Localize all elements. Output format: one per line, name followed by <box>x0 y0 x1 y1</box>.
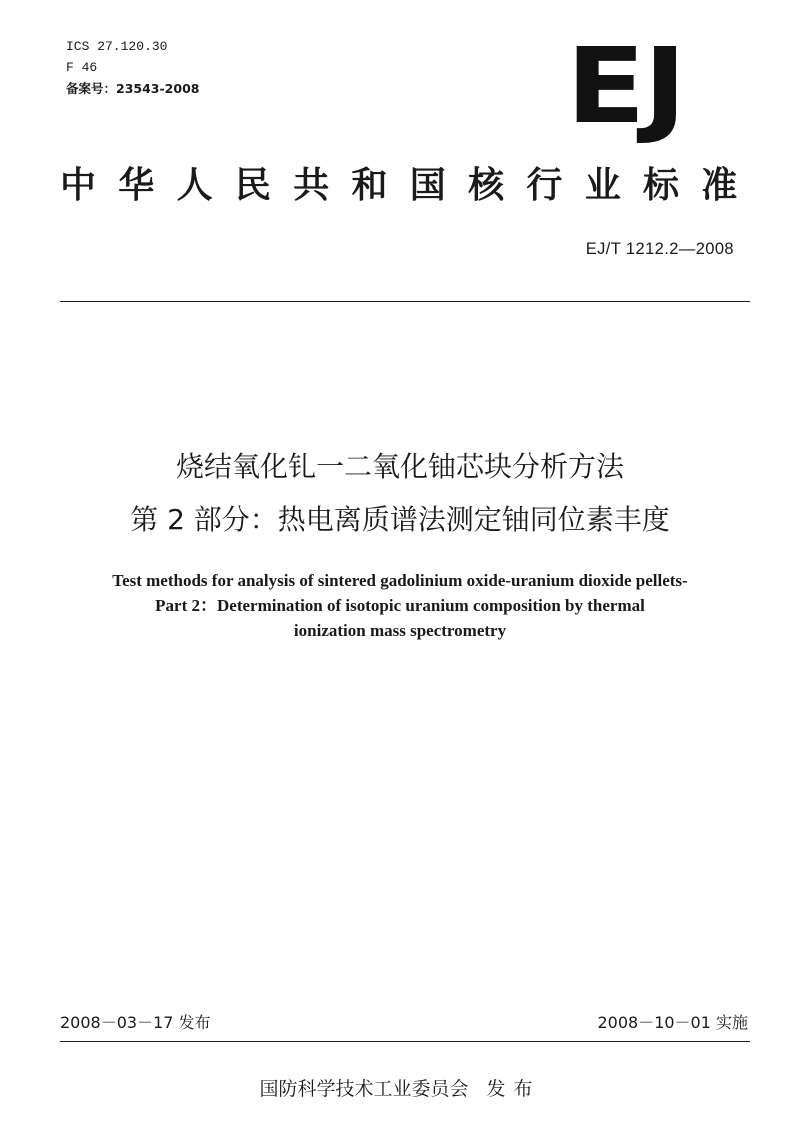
issue-date: 2008－03－17 发布 <box>60 1013 211 1032</box>
english-title-line-3: ionization mass spectrometry <box>293 621 507 640</box>
standard-logo: EJ <box>566 25 685 147</box>
chinese-title-line-1: 烧结氧化钆一二氧化铀芯块分析方法 <box>175 450 624 483</box>
publisher-action: 发布 <box>486 1078 541 1100</box>
bottom-divider <box>60 1041 750 1042</box>
standard-type-title: 中华人民共和国核行业标准 <box>60 165 760 206</box>
publisher-line <box>0 1074 800 1101</box>
top-divider <box>60 301 750 302</box>
publisher-name: 国防科学技术工业委员会 <box>259 1078 469 1100</box>
ics-code: ICS 27.120.30 <box>66 39 168 54</box>
english-title-line-2: Part 2：Determination of isotopic uranium composition by thermal <box>155 596 645 615</box>
standard-number: EJ/T 1212.2—2008 <box>585 240 734 258</box>
chinese-title-line-2: 第 2 部分：热电离质谱法测定铀同位素丰度 <box>130 503 670 536</box>
implementation-date: 2008－10－01 实施 <box>597 1013 748 1032</box>
classification-code: F 46 <box>66 60 98 75</box>
registration-number: 备案号：23543-2008 <box>66 81 200 96</box>
english-title-line-1: Test methods for analysis of sintered gadolinium oxide-uranium dioxide pellets- <box>112 571 688 590</box>
